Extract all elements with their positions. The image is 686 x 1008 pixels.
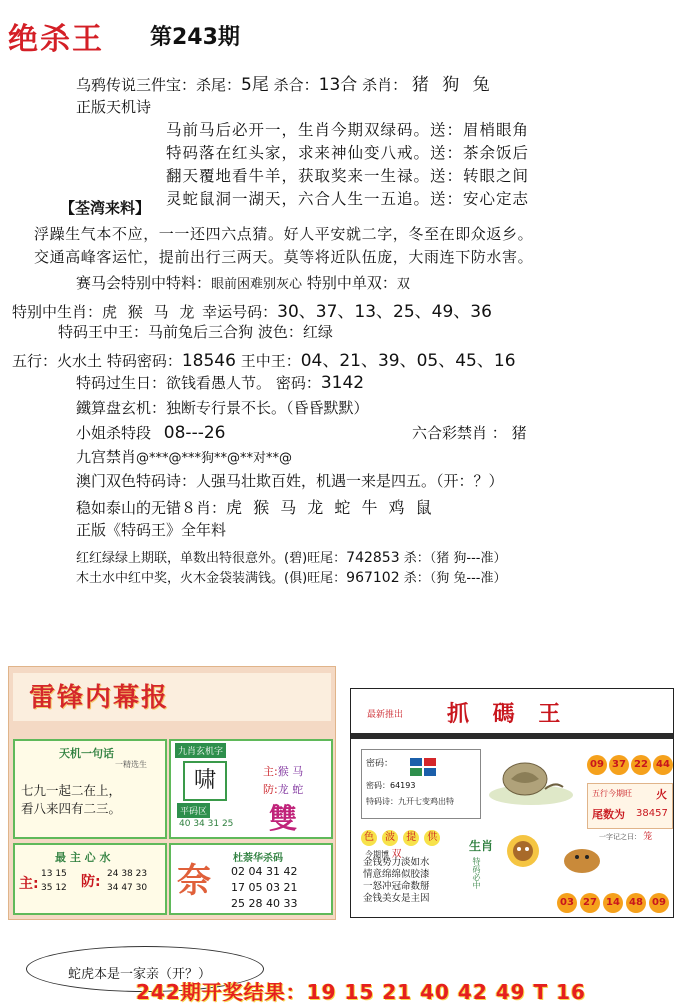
wuya-line [76,70,494,95]
lucky-numbers: 30、37、13、25、49、36 [277,302,492,322]
pw-label: 密码： [275,374,321,392]
wuxing-box-value: 火 [656,788,667,801]
snail-image [485,751,577,813]
mima-label: 密码： [366,759,394,769]
tabs-row [361,825,440,846]
zhuama-poem [363,857,430,905]
saima-label: 赛马会特别中特料： [76,274,212,292]
zhuama-poem-line: 一怒冲冠命数掰 [363,881,430,892]
bo-label: 波色： [257,323,303,341]
bottom-ball: 03 [557,893,577,913]
taishan-line [76,495,435,518]
mima-box [361,749,481,819]
suanpan-value: 独断专行景不长。（昏昏默默） [166,399,369,417]
wuxing-value: 火水土 [57,352,103,370]
jin-label: 今期博 [365,850,389,859]
xinshui-box [13,843,167,915]
tab-se: 色 [361,830,377,846]
tianji-box-line: 看八来四有二三。 [21,801,122,816]
monkey-image [495,829,551,875]
pw-value: 3142 [320,373,365,393]
zhuama-poem-line: 情意绵绵似胶漆 [363,869,430,880]
brand-title: 绝杀王 [8,22,104,57]
zhuama-tag: 最新推出 [367,710,404,720]
aomen-line [76,470,504,491]
tianji-line: 翻天覆地看牛羊，获取奖来一生禄。送：转眼之间 [166,167,530,185]
top-ball: 44 [653,755,673,775]
shama-row: 02 04 31 42 [231,865,298,878]
leifeng-title: 雷锋内幕报 [29,683,170,713]
xinshui-title: 最 主 心 水 [55,851,111,864]
bottom-ball: 48 [626,893,646,913]
zhu-value: 猴 马 [277,765,304,778]
quanwan-title: 【荃湾来料】 [60,199,151,217]
bottom-ball: 27 [580,893,600,913]
jin-label: 六合彩禁肖 ： [412,424,507,442]
wang-label: 王中王： [240,352,301,370]
birthday-line [76,372,364,393]
quanwan-line: 交通高峰客运忙，提前出行三两天。莫等将近队伍庞，大雨连下防水害。 [34,248,534,266]
top-ball: 22 [631,755,651,775]
couplet-text: 木土水中红中奖，火木金袋装满钱。(俱)旺尾： [76,571,347,586]
xiaojie-label: 小姐杀特段 [76,424,152,442]
yizi-label: 一字记之曰： [599,833,641,841]
ping-numbers: 40 34 31 25 [179,819,234,829]
wuxing-label: 五行： [12,352,58,370]
tianji-box-sub: 一精选生 [115,760,147,769]
yizi-row [599,829,652,842]
shama-row: 25 28 40 33 [231,897,298,910]
issue-number: 第243期 [150,25,240,50]
birthday-label: 特码过生日： [76,374,167,392]
wang-value: 04、21、39、05、45、16 [300,351,516,371]
shuang-char: 雙 [269,802,298,835]
top-ball: 09 [587,755,607,775]
tianji-box [13,739,167,839]
saima-line [76,272,410,293]
wuxing-box-label: 五行今期旺 [592,789,632,798]
tema-row [366,796,454,807]
xinshui-right-row: 24 38 23 [107,869,148,879]
weishu-label: 尾数为 [592,808,625,821]
couplet-num: 742853 [346,550,400,566]
jiugong-line [76,446,292,467]
wuya-xiao-label: 杀肖： [362,76,408,94]
couplet-text: 红红绿绿上期联，单数出特很意外。(碧)旺尾： [76,551,347,566]
wuya-tail: 5尾 [241,75,269,95]
bo-value: 红绿 [302,323,333,341]
tema-wang-value: 马前兔后三合狗 [148,323,254,341]
aomen-label: 澳门双色特码诗： [76,472,197,490]
wuxing-line [12,346,516,371]
bottom-ball: 14 [603,893,623,913]
zhuama-title: 抓 碼 王 [447,701,569,727]
jiugong-value: @***@***狗**@**对**@ [136,451,293,466]
xiaojie-value: 08---26 [163,423,226,443]
saima-value: 眼前困难别灰心 [211,277,303,292]
xinshui-fang: 防: [81,874,101,890]
suanpan-line [76,397,369,418]
tianji-line: 特码落在红头家，求来神仙变八戒。送：茶余饭后 [166,144,530,162]
tema-text: 九开七变鸡出特 [398,797,454,806]
couplet-row [76,547,506,566]
bottom-ball: 09 [649,893,669,913]
jiuxiao-title: 九肖玄机字 [175,743,226,758]
saima-dan: 双 [396,277,410,292]
zhongsheng-label: 特别中生肖： [12,303,103,321]
jin-line [412,422,527,443]
tianji-title: 正版天机诗 [76,98,152,116]
tianji-line: 灵蛇鼠洞一湖天，六合人生一五追。送：安心定志 [166,190,530,208]
shama-title: 杜萘华杀码 [233,853,283,864]
zhongsheng-line [12,297,492,322]
birthday-value: 欲钱看愚人节。 [166,374,272,392]
yizi-value: 笼 [643,832,653,842]
jiugong-label: 九宫禁肖 [76,448,137,466]
ping-label: 平码区 [177,803,210,818]
xinshui-right-row: 34 47 30 [107,883,148,893]
zhuama-poem-line: 金钱美女是主因 [363,893,430,904]
wuya-label: 乌鸦传说三件宝：杀尾： [76,76,242,94]
zhu-row [263,763,303,779]
saima-dan-label: 特别中单双： [306,274,397,292]
xinshui-left-row: 35 12 [41,883,67,893]
code-value: 18546 [181,351,236,371]
jiuxiao-box [169,739,333,839]
xiaojie-line [76,422,225,443]
xinshui-left-row: 13 15 [41,869,67,879]
couplet-sha: 杀：（狗 兔---准） [403,571,507,586]
jiuxiao-char: 啸 [193,768,216,793]
leifeng-panel [8,666,336,920]
cloud-text: 蛇虎本是一家亲（开？） [68,967,212,982]
draw-result: 242期开奖结果：19 15 21 40 42 49 T 16 [136,980,586,1004]
weishu-value: 38457 [636,808,668,819]
shengxiao-sub: 特码必中 [472,857,481,889]
suanpan-label: 鐵算盘玄机： [76,399,167,417]
monkey2-image [557,841,607,877]
tema-label: 特码诗： [366,797,398,806]
mima-code-row [366,780,415,791]
mima-code-label: 密码： [366,781,390,790]
wuxing-box [587,783,673,829]
fang-label: 防: [263,783,278,796]
couplet-sha: 杀：（猪 狗---准） [403,551,507,566]
mima-code: 64193 [390,781,416,790]
wuya-he-label: 杀合： [273,76,319,94]
shengxiao-label: 生肖 [469,839,494,853]
tianji-box-title: 天机一句话 [59,747,114,760]
tema-wang-label: 特码王中王： [58,323,149,341]
lucky-label: 幸运号码： [202,303,278,321]
zhongsheng-value: 虎 猴 马 龙 [102,303,198,321]
tab-ti: 提 [403,830,419,846]
tab-gong: 供 [424,830,440,846]
tianji-box-line: 七九一起二在上， [21,783,122,798]
shama-row: 17 05 03 21 [231,881,298,894]
quannian-title: 正版《特码王》全年料 [76,521,227,539]
code-label: 特码密码： [106,352,182,370]
quanwan-line: 浮躁生气本不应，一一还四六点猜。好人平安就二字，冬至在即众返乡。 [34,225,534,243]
tianji-line: 马前马后必开一，生肖今期双绿码。送：眉梢眼角 [166,121,530,139]
wuya-he: 13合 [318,75,358,95]
taishan-label: 稳如泰山的无错８肖： [76,499,227,517]
top-ball: 37 [609,755,629,775]
shama-box [169,843,333,915]
couplet-row [76,567,506,586]
tab-bo: 波 [382,830,398,846]
jin-value: 猪 [511,424,527,442]
jin-value: 双 [391,849,402,860]
taishan-value: 虎 猴 马 龙 蛇 牛 鸡 鼠 [226,498,435,517]
zhuama-poem-line: 金钱势力淡如水 [363,857,430,868]
fang-value: 龙 蛇 [277,783,304,796]
aomen-value: 人强马壮欺百姓，机遇一来是四五。（开：？） [196,472,504,490]
fang-row [263,781,303,797]
shama-char: 奈 [177,861,211,901]
wuya-xiao: 猪 狗 兔 [411,75,494,95]
jiuxiao-char-box [183,761,227,801]
zhuama-panel [350,688,674,918]
logo-icon [410,758,436,776]
zhu-label: 主: [263,765,278,778]
tema-wang-line [58,321,333,342]
couplet-num: 967102 [346,570,400,586]
xinshui-zhu: 主: [19,876,39,892]
